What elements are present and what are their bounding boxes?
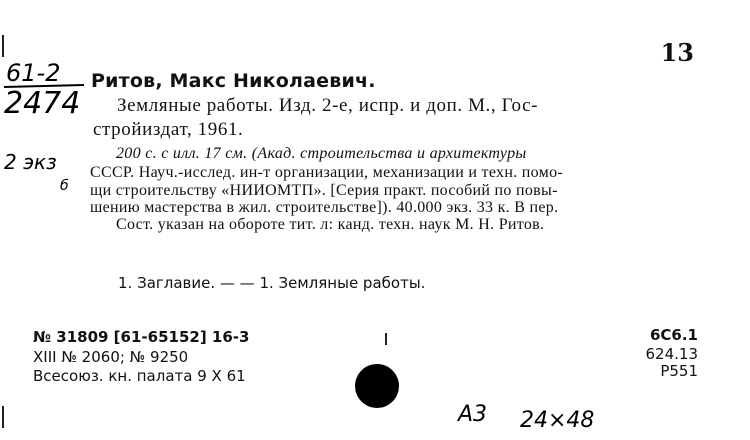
- registration-line: XIII № 2060; № 9250: [33, 348, 189, 366]
- handwritten-format: А3: [458, 402, 488, 427]
- title-line: Земляные работы. Изд. 2-е, испр. и доп. М., Гос-: [117, 95, 539, 116]
- call-number-top: 61-2: [6, 59, 61, 87]
- handwritten-tick: б: [60, 178, 69, 194]
- page-number: 13: [660, 38, 694, 67]
- call-number-bottom: 2474: [4, 86, 81, 121]
- punch-hole: [355, 364, 399, 408]
- registration-number: № 31809 [61-65152] 16-3: [33, 328, 250, 346]
- description-line: 200 с. с илл. 17 см. (Акад. строительства и архитектуры: [116, 145, 527, 162]
- chamber-line: Всесоюз. кн. палата 9 X 61: [33, 367, 246, 385]
- description-line: СССР. Науч.-исслед. ин-т организации, механизации и техн. помо-: [90, 164, 564, 181]
- subject-heading: 1. Заглавие. — — 1. Земляные работы.: [118, 274, 426, 292]
- handwritten-copies: 2 экз: [4, 150, 57, 174]
- description-line: щи строительству «НИИОМТП». [Серия практ. пособий по повы-: [90, 182, 558, 199]
- title-line: стройиздат, 1961.: [93, 119, 244, 140]
- handwritten-call-number: [0, 55, 100, 125]
- margin-mark: [2, 406, 4, 428]
- description-line: шению мастерства в жил. строительстве]). 40.000 экз. 33 к. В пер.: [90, 199, 559, 216]
- author-heading: Ритов, Макс Николаевич.: [91, 70, 376, 92]
- description-line: Сост. указан на обороте тит. л: канд. техн. наук М. Н. Ритов.: [116, 216, 545, 233]
- classification-code: 624.13: [645, 345, 698, 363]
- classification-code: Р551: [660, 362, 698, 380]
- handwritten-size: 24×48: [520, 408, 595, 433]
- margin-mark: [2, 35, 4, 57]
- classification-code: 6С6.1: [649, 326, 698, 344]
- tick-mark: [385, 333, 387, 345]
